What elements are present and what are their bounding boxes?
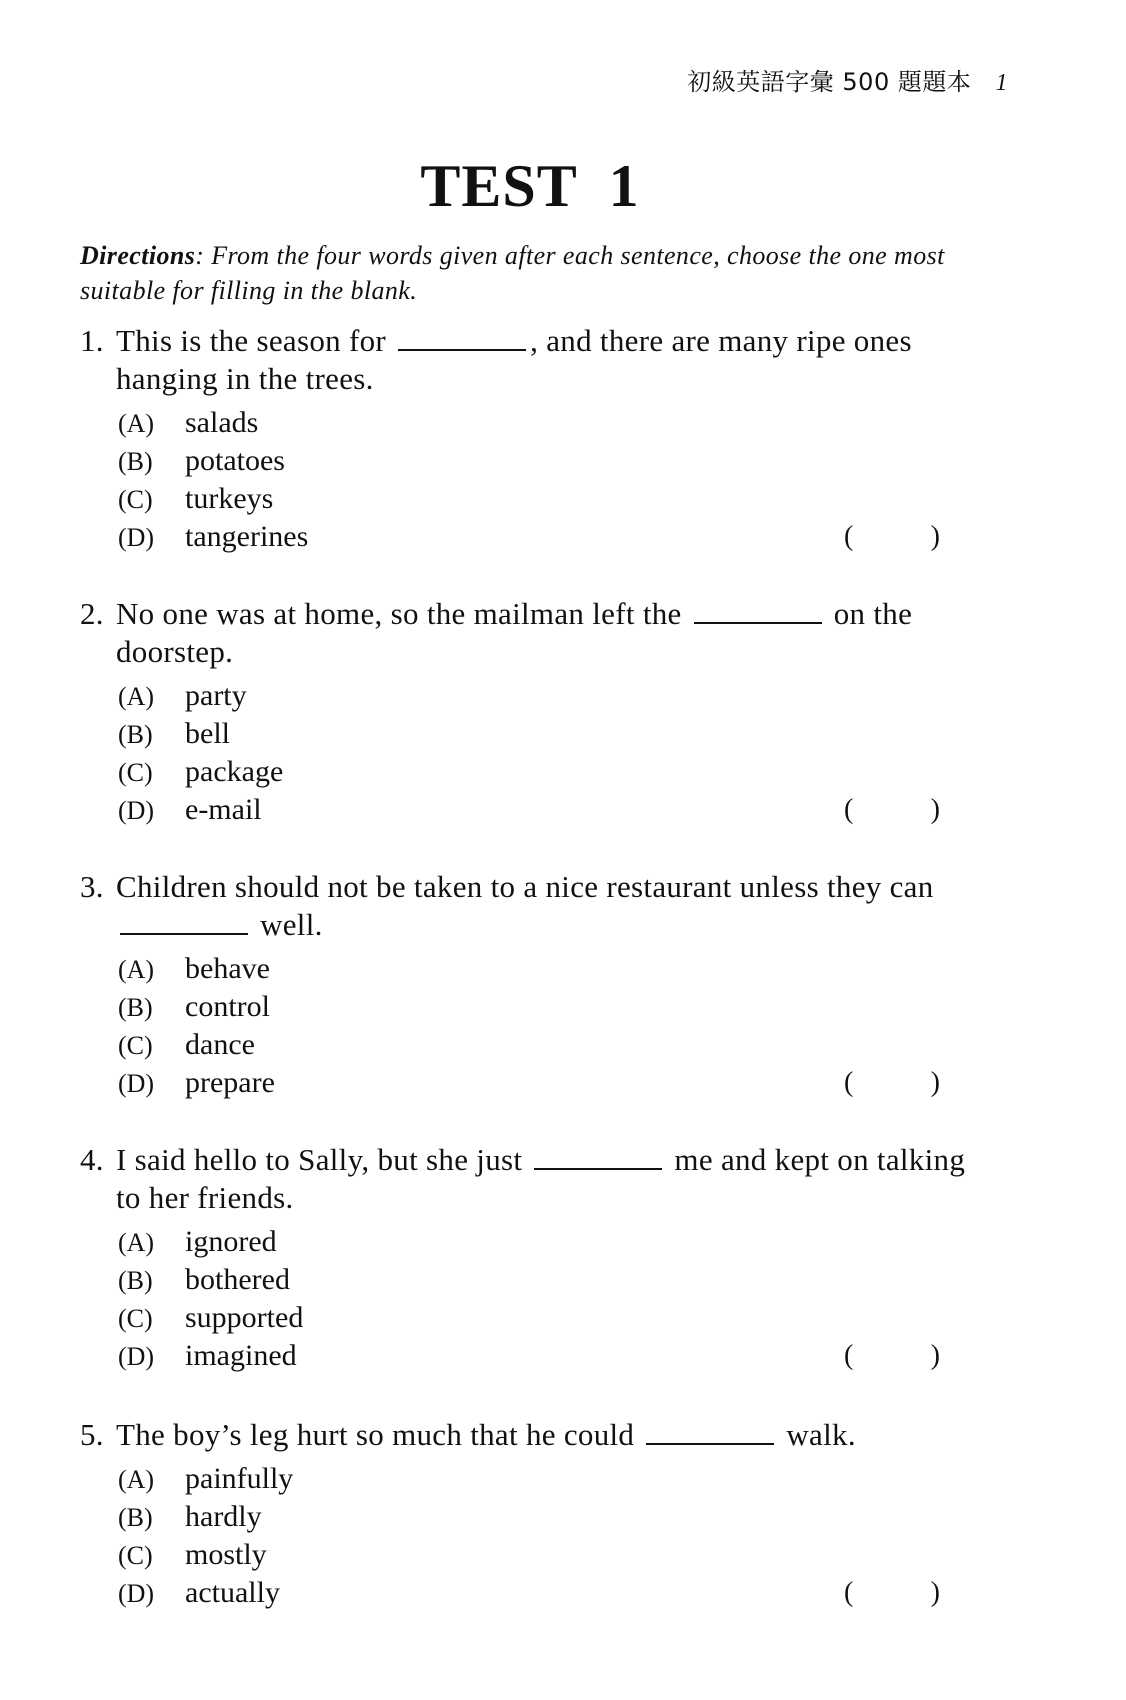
option-text: hardly bbox=[185, 1500, 262, 1533]
paren-open: ( bbox=[844, 1577, 854, 1608]
answer-parentheses bbox=[844, 1337, 940, 1375]
option-letter: (B) bbox=[118, 993, 153, 1022]
option-text: supported bbox=[185, 1301, 304, 1334]
question-number: 3. bbox=[80, 869, 104, 904]
option-c bbox=[118, 1299, 980, 1337]
question-stem bbox=[80, 868, 980, 944]
answer-blank bbox=[120, 911, 248, 935]
option-text: package bbox=[185, 755, 284, 788]
option-text: salads bbox=[185, 406, 259, 439]
answer-blank bbox=[534, 1146, 662, 1170]
option-d bbox=[118, 1337, 980, 1375]
stem-before-blank: This is the season for bbox=[116, 323, 387, 358]
option-a bbox=[118, 404, 980, 442]
stem-after-blank: on the doorstep. bbox=[116, 596, 913, 669]
option-letter: (A) bbox=[118, 955, 155, 984]
question-5 bbox=[80, 1416, 980, 1612]
question-number: 4. bbox=[80, 1142, 104, 1177]
option-text: bothered bbox=[185, 1263, 290, 1296]
running-header bbox=[687, 62, 1008, 97]
directions-text: : From the four words given after each sentence, choose the one most suitable for filling in the blank. bbox=[80, 241, 945, 305]
option-text: turkeys bbox=[185, 482, 274, 515]
option-letter: (A) bbox=[118, 409, 155, 438]
question-text bbox=[116, 322, 980, 398]
option-b bbox=[118, 442, 980, 480]
option-letter: (B) bbox=[118, 720, 153, 749]
option-a bbox=[118, 1223, 980, 1261]
answer-blank bbox=[398, 327, 526, 351]
page-number: 1 bbox=[995, 70, 1008, 96]
option-list bbox=[80, 677, 980, 829]
option-c bbox=[118, 1026, 980, 1064]
option-a bbox=[118, 677, 980, 715]
stem-after-blank: walk. bbox=[786, 1417, 856, 1452]
option-letter: (D) bbox=[118, 1342, 155, 1371]
answer-parentheses bbox=[844, 791, 940, 829]
option-text: actually bbox=[185, 1576, 280, 1609]
stem-after-blank: , and there are many ripe ones hanging in the trees. bbox=[116, 323, 912, 396]
option-a bbox=[118, 950, 980, 988]
option-list bbox=[80, 1223, 980, 1375]
question-number: 5. bbox=[80, 1417, 104, 1452]
stem-before-blank: The boy’s leg hurt so much that he could bbox=[116, 1417, 635, 1452]
option-letter: (C) bbox=[118, 1031, 153, 1060]
stem-before-blank: No one was at home, so the mailman left the bbox=[116, 596, 682, 631]
option-d bbox=[118, 791, 980, 829]
option-d bbox=[118, 1574, 980, 1612]
stem-before-blank: I said hello to Sally, but she just bbox=[116, 1142, 523, 1177]
question-stem bbox=[80, 1416, 980, 1454]
option-letter: (C) bbox=[118, 1304, 153, 1333]
book-title: 初級英語字彙 500 題題本 bbox=[687, 68, 972, 96]
option-letter: (B) bbox=[118, 1503, 153, 1532]
question-text bbox=[116, 868, 980, 944]
option-b bbox=[118, 988, 980, 1026]
paren-open: ( bbox=[844, 1067, 854, 1098]
option-letter: (A) bbox=[118, 682, 155, 711]
question-3 bbox=[80, 868, 980, 1102]
option-letter: (B) bbox=[118, 1266, 153, 1295]
question-1 bbox=[80, 322, 980, 556]
option-letter: (D) bbox=[118, 1579, 155, 1608]
option-text: party bbox=[185, 679, 247, 712]
stem-after-blank: well. bbox=[260, 907, 323, 942]
answer-blank bbox=[646, 1421, 774, 1445]
question-text bbox=[116, 1416, 980, 1454]
answer-parentheses bbox=[844, 518, 940, 556]
option-b bbox=[118, 715, 980, 753]
answer-parentheses bbox=[844, 1574, 940, 1612]
option-c bbox=[118, 480, 980, 518]
option-d bbox=[118, 1064, 980, 1102]
directions bbox=[80, 238, 980, 308]
option-list bbox=[80, 1460, 980, 1612]
question-stem bbox=[80, 322, 980, 398]
paren-close: ) bbox=[930, 1577, 940, 1608]
option-text: control bbox=[185, 990, 270, 1023]
option-letter: (C) bbox=[118, 758, 153, 787]
option-text: tangerines bbox=[185, 520, 309, 553]
option-text: imagined bbox=[185, 1339, 297, 1372]
stem-before-blank: Children should not be taken to a nice restaurant unless they can bbox=[116, 869, 934, 904]
option-letter: (D) bbox=[118, 523, 155, 552]
answer-blank bbox=[694, 600, 822, 624]
question-number: 2. bbox=[80, 596, 104, 631]
paren-close: ) bbox=[930, 1340, 940, 1371]
option-text: bell bbox=[185, 717, 230, 750]
option-text: e-mail bbox=[185, 793, 262, 826]
option-text: behave bbox=[185, 952, 270, 985]
option-text: potatoes bbox=[185, 444, 285, 477]
option-letter: (C) bbox=[118, 1541, 153, 1570]
option-d bbox=[118, 518, 980, 556]
question-4 bbox=[80, 1141, 980, 1375]
option-c bbox=[118, 753, 980, 791]
paren-close: ) bbox=[930, 1067, 940, 1098]
option-letter: (D) bbox=[118, 796, 155, 825]
option-b bbox=[118, 1261, 980, 1299]
paren-open: ( bbox=[844, 521, 854, 552]
stem-after-blank: me and kept on talking to her friends. bbox=[116, 1142, 966, 1215]
test-title: TEST 1 bbox=[420, 153, 640, 219]
answer-parentheses bbox=[844, 1064, 940, 1102]
paren-open: ( bbox=[844, 1340, 854, 1371]
option-letter: (B) bbox=[118, 447, 153, 476]
question-stem bbox=[80, 1141, 980, 1217]
question-number: 1. bbox=[80, 323, 104, 358]
option-list bbox=[80, 404, 980, 556]
option-text: prepare bbox=[185, 1066, 275, 1099]
question-text bbox=[116, 595, 980, 671]
paren-close: ) bbox=[930, 521, 940, 552]
question-2 bbox=[80, 595, 980, 829]
option-letter: (A) bbox=[118, 1465, 155, 1494]
paren-open: ( bbox=[844, 794, 854, 825]
directions-label: Directions bbox=[80, 241, 196, 270]
option-letter: (A) bbox=[118, 1228, 155, 1257]
option-b bbox=[118, 1498, 980, 1536]
option-text: painfully bbox=[185, 1462, 294, 1495]
option-text: ignored bbox=[185, 1225, 277, 1258]
option-c bbox=[118, 1536, 980, 1574]
option-a bbox=[118, 1460, 980, 1498]
option-letter: (C) bbox=[118, 485, 153, 514]
question-text bbox=[116, 1141, 980, 1217]
option-list bbox=[80, 950, 980, 1102]
question-stem bbox=[80, 595, 980, 671]
option-letter: (D) bbox=[118, 1069, 155, 1098]
option-text: dance bbox=[185, 1028, 255, 1061]
paren-close: ) bbox=[930, 794, 940, 825]
option-text: mostly bbox=[185, 1538, 267, 1571]
